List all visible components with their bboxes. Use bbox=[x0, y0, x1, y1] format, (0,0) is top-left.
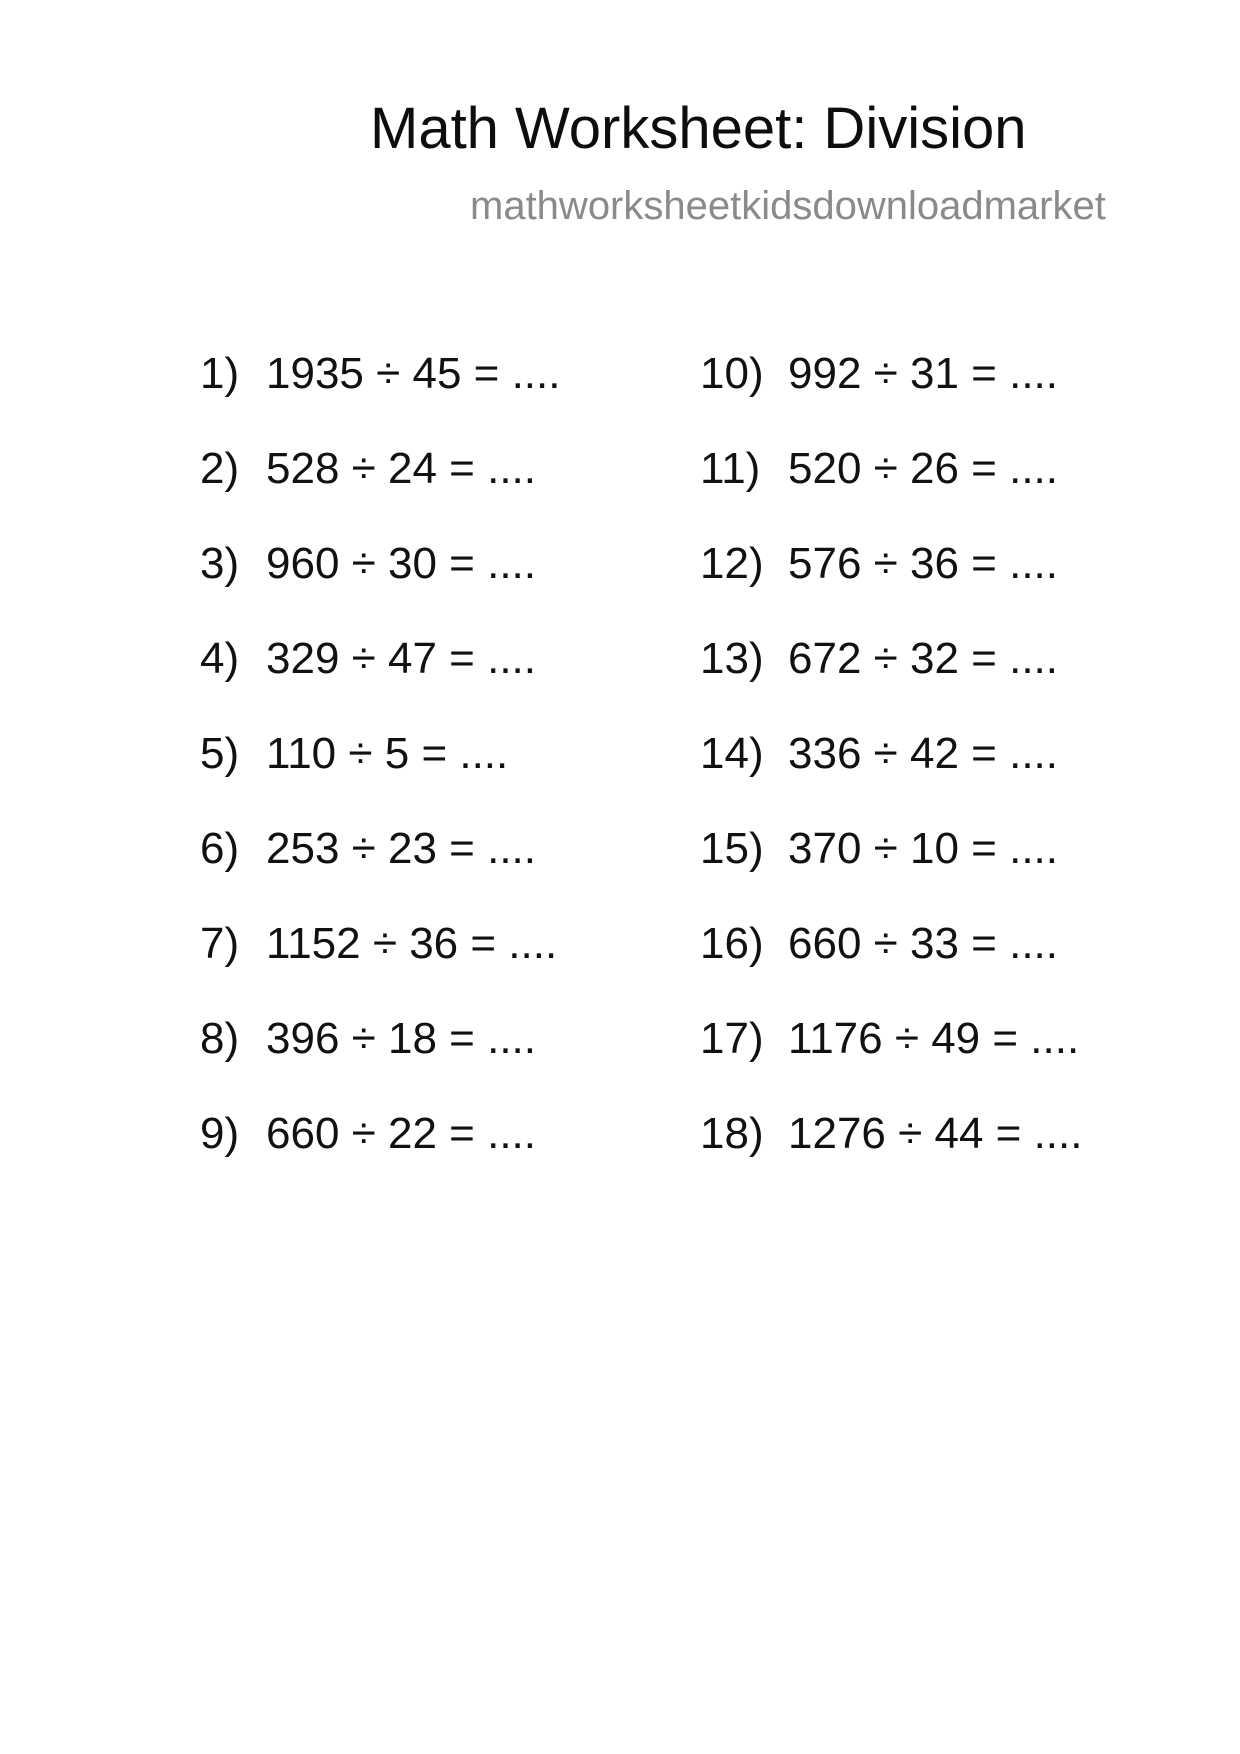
problem-expression: 520 ÷ 26 = .... bbox=[788, 444, 1058, 493]
problem-11 bbox=[700, 444, 1082, 542]
problem-1 bbox=[200, 349, 561, 447]
problem-number: 2) bbox=[200, 444, 240, 493]
problem-2 bbox=[200, 444, 560, 542]
problem-18 bbox=[700, 1109, 1083, 1207]
problem-expression: 336 ÷ 42 = .... bbox=[788, 729, 1058, 778]
problems-right-column bbox=[700, 349, 1083, 1207]
problem-number: 16) bbox=[700, 919, 764, 968]
problem-expression: 1176 ÷ 49 = .... bbox=[788, 1014, 1080, 1063]
problem-expression: 992 ÷ 31 = .... bbox=[788, 349, 1058, 398]
problem-15 bbox=[700, 824, 1082, 922]
problem-expression: 370 ÷ 10 = .... bbox=[788, 824, 1058, 873]
problem-number: 3) bbox=[200, 539, 240, 588]
problem-17 bbox=[700, 1014, 1082, 1112]
problem-13 bbox=[700, 634, 1082, 732]
problem-number: 10) bbox=[700, 349, 764, 398]
problem-expression: 528 ÷ 24 = .... bbox=[266, 444, 536, 493]
worksheet-subtitle: mathworksheetkidsdownloadmarket bbox=[470, 184, 1106, 228]
problem-16 bbox=[700, 919, 1082, 1017]
problem-number: 7) bbox=[200, 919, 240, 968]
problem-expression: 1276 ÷ 44 = .... bbox=[788, 1109, 1083, 1158]
problem-8 bbox=[200, 1014, 560, 1112]
problem-expression: 253 ÷ 23 = .... bbox=[266, 824, 536, 873]
problem-number: 5) bbox=[200, 729, 240, 778]
problem-6 bbox=[200, 824, 560, 922]
problem-expression: 576 ÷ 36 = .... bbox=[788, 539, 1058, 588]
problem-expression: 1935 ÷ 45 = .... bbox=[266, 349, 561, 398]
problems-left-column bbox=[200, 349, 561, 1207]
problem-number: 18) bbox=[700, 1109, 764, 1158]
worksheet-title: Math Worksheet: Division bbox=[370, 96, 1027, 161]
problem-expression: 329 ÷ 47 = .... bbox=[266, 634, 536, 683]
problem-4 bbox=[200, 634, 560, 732]
problem-number: 14) bbox=[700, 729, 764, 778]
problem-number: 11) bbox=[700, 444, 761, 493]
problem-expression: 110 ÷ 5 = .... bbox=[266, 729, 509, 778]
problem-number: 6) bbox=[200, 824, 240, 873]
problem-expression: 396 ÷ 18 = .... bbox=[266, 1014, 536, 1063]
problem-number: 17) bbox=[700, 1014, 764, 1063]
problem-14 bbox=[700, 729, 1082, 827]
problem-expression: 960 ÷ 30 = .... bbox=[266, 539, 536, 588]
problem-5 bbox=[200, 729, 560, 827]
problem-expression: 1152 ÷ 36 = .... bbox=[266, 919, 558, 968]
problem-expression: 672 ÷ 32 = .... bbox=[788, 634, 1058, 683]
problem-10 bbox=[700, 349, 1082, 447]
problem-12 bbox=[700, 539, 1082, 637]
problem-9 bbox=[200, 1109, 560, 1207]
problem-number: 1) bbox=[200, 349, 240, 398]
problem-7 bbox=[200, 919, 560, 1017]
problem-number: 13) bbox=[700, 634, 764, 683]
problem-number: 8) bbox=[200, 1014, 240, 1063]
problem-expression: 660 ÷ 33 = .... bbox=[788, 919, 1058, 968]
problem-3 bbox=[200, 539, 560, 637]
problem-number: 9) bbox=[200, 1109, 240, 1158]
problem-expression: 660 ÷ 22 = .... bbox=[266, 1109, 536, 1158]
problem-number: 12) bbox=[700, 539, 764, 588]
problem-number: 15) bbox=[700, 824, 764, 873]
problem-number: 4) bbox=[200, 634, 240, 683]
